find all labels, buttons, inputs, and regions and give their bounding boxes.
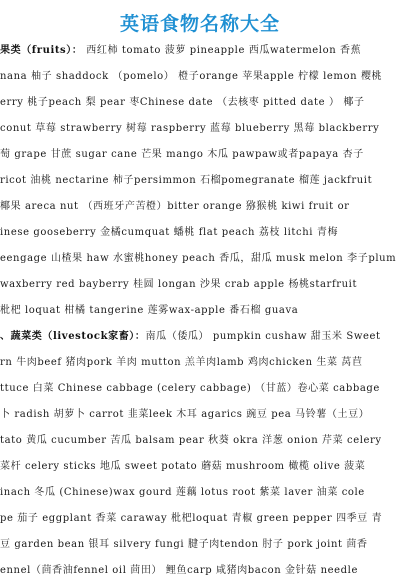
text-line-content: [0, 513, 382, 524]
line-text: 菜杆 celery sticks 地瓜 sweet potato 蘑菇 mushroom 橄榄 olive 菠菜: [0, 461, 366, 472]
line-text: eengage 山楂果 haw 水蜜桃honey peach 香瓜，甜瓜 musk melon 李子plum: [0, 253, 397, 264]
text-line-content: [0, 565, 358, 576]
text-line-content: [0, 383, 380, 394]
text-line-content: [0, 279, 357, 290]
text-line: [0, 194, 400, 220]
line-text: ennel（茴香油fennel oil 茴田） 鲤鱼carp 咸猪肉bacon 金针菇 needle: [0, 565, 358, 576]
text-line: [0, 454, 400, 480]
text-line: [0, 402, 400, 428]
text-line: [0, 64, 400, 90]
text-line-content: [0, 71, 382, 82]
text-line: [0, 480, 400, 506]
text-line: [0, 558, 400, 578]
line-text: inach 冬瓜 (Chinese)wax gourd 莲藕 lotus root 紫菜 laver 油菜 cole: [0, 487, 365, 498]
text-line: [0, 428, 400, 454]
text-line: [0, 116, 400, 142]
line-text: 椰果 areca nut （西班牙产苦橙）bitter orange 猕猴桃 kiwi fruit or: [0, 201, 350, 212]
line-text: 卜 radish 胡萝卜 carrot 韭菜leek 木耳 agarics 豌豆 pea 马铃薯（土豆）: [0, 409, 370, 420]
line-text: erry 桃子peach 梨 pear 枣Chinese date （去核枣 pitted date ） 椰子: [0, 97, 365, 108]
text-line: [0, 324, 400, 350]
text-line-content: [0, 539, 368, 550]
text-line-content: [0, 357, 363, 368]
text-line-content: [0, 435, 382, 446]
text-line: [0, 90, 400, 116]
section-heading: 、蔬菜类（livestock家畜）：: [0, 331, 146, 342]
text-line-content: [0, 461, 365, 472]
text-line: [0, 142, 400, 168]
text-line-content: [0, 487, 365, 498]
text-line: [0, 246, 400, 272]
text-line: [0, 272, 400, 298]
text-line: [0, 376, 400, 402]
line-text: 枇杷 loquat 柑橘 tangerine 莲雾wax-apple 番石榴 guava: [0, 305, 299, 316]
line-text: ttuce 白菜 Chinese cabbage (celery cabbage) （甘蓝）卷心菜 cabbage: [0, 383, 380, 394]
text-line: [0, 532, 400, 558]
line-text: ricot 油桃 nectarine 柿子persimmon 石榴pomegranate 榴莲 jackfruit: [0, 175, 373, 186]
text-line-content: [0, 253, 396, 264]
text-line: [0, 298, 400, 324]
line-text: 南瓜（倭瓜） pumpkin cushaw 甜玉米 Sweet: [145, 331, 381, 342]
text-line: [0, 168, 400, 194]
text-line-content: [0, 227, 338, 238]
text-line-content: [0, 45, 361, 56]
line-text: conut 草莓 strawberry 树莓 raspberry 蓝莓 blueberry 黑莓 blackberry: [0, 123, 380, 134]
text-line-content: [0, 123, 379, 134]
line-text: waxberry red bayberry 桂圆 longan 沙果 crab apple 杨桃starfruit: [0, 279, 358, 290]
line-text: pe 茄子 eggplant 香菜 caraway 枇杷loquat 青椒 green pepper 四季豆 青: [0, 513, 383, 524]
text-line: [0, 38, 400, 64]
text-line-content: [0, 305, 298, 316]
text-line-content: [0, 201, 350, 212]
line-text: 豆 garden bean 银耳 silvery fungi 腱子肉tendon 肘子 pork joint 茴香: [0, 539, 368, 550]
text-line-content: [0, 149, 364, 160]
line-text: tato 黄瓜 cucumber 苦瓜 balsam pear 秋葵 okra 洋葱 onion 芹菜 celery: [0, 435, 382, 446]
line-text: nana 柚子 shaddock （pomelo） 橙子orange 苹果apple 柠檬 lemon 樱桃: [0, 71, 383, 82]
text-line-content: [0, 409, 369, 420]
line-text: rn 牛肉beef 猪肉pork 羊肉 mutton 羔羊肉lamb 鸡肉chicken 生菜 莴苣: [0, 357, 363, 368]
line-text: 西红柿 tomato 菠萝 pineapple 西瓜watermelon 香蕉: [82, 45, 362, 56]
section-heading: 果类（fruits）：: [0, 45, 83, 56]
line-text: 萄 grape 甘蔗 sugar cane 芒果 mango 木瓜 pawpaw或者papaya 杏子: [0, 149, 364, 160]
document-title: 英语食物名称大全: [119, 13, 280, 35]
text-line-content: [0, 331, 381, 342]
text-line: [0, 220, 400, 246]
text-line-content: [0, 97, 365, 108]
text-line: [0, 506, 400, 532]
line-text: inese gooseberry 金橘cumquat 蟠桃 flat peach 荔枝 litchi 青梅: [0, 227, 339, 238]
text-line: [0, 350, 400, 376]
text-line-content: [0, 175, 372, 186]
